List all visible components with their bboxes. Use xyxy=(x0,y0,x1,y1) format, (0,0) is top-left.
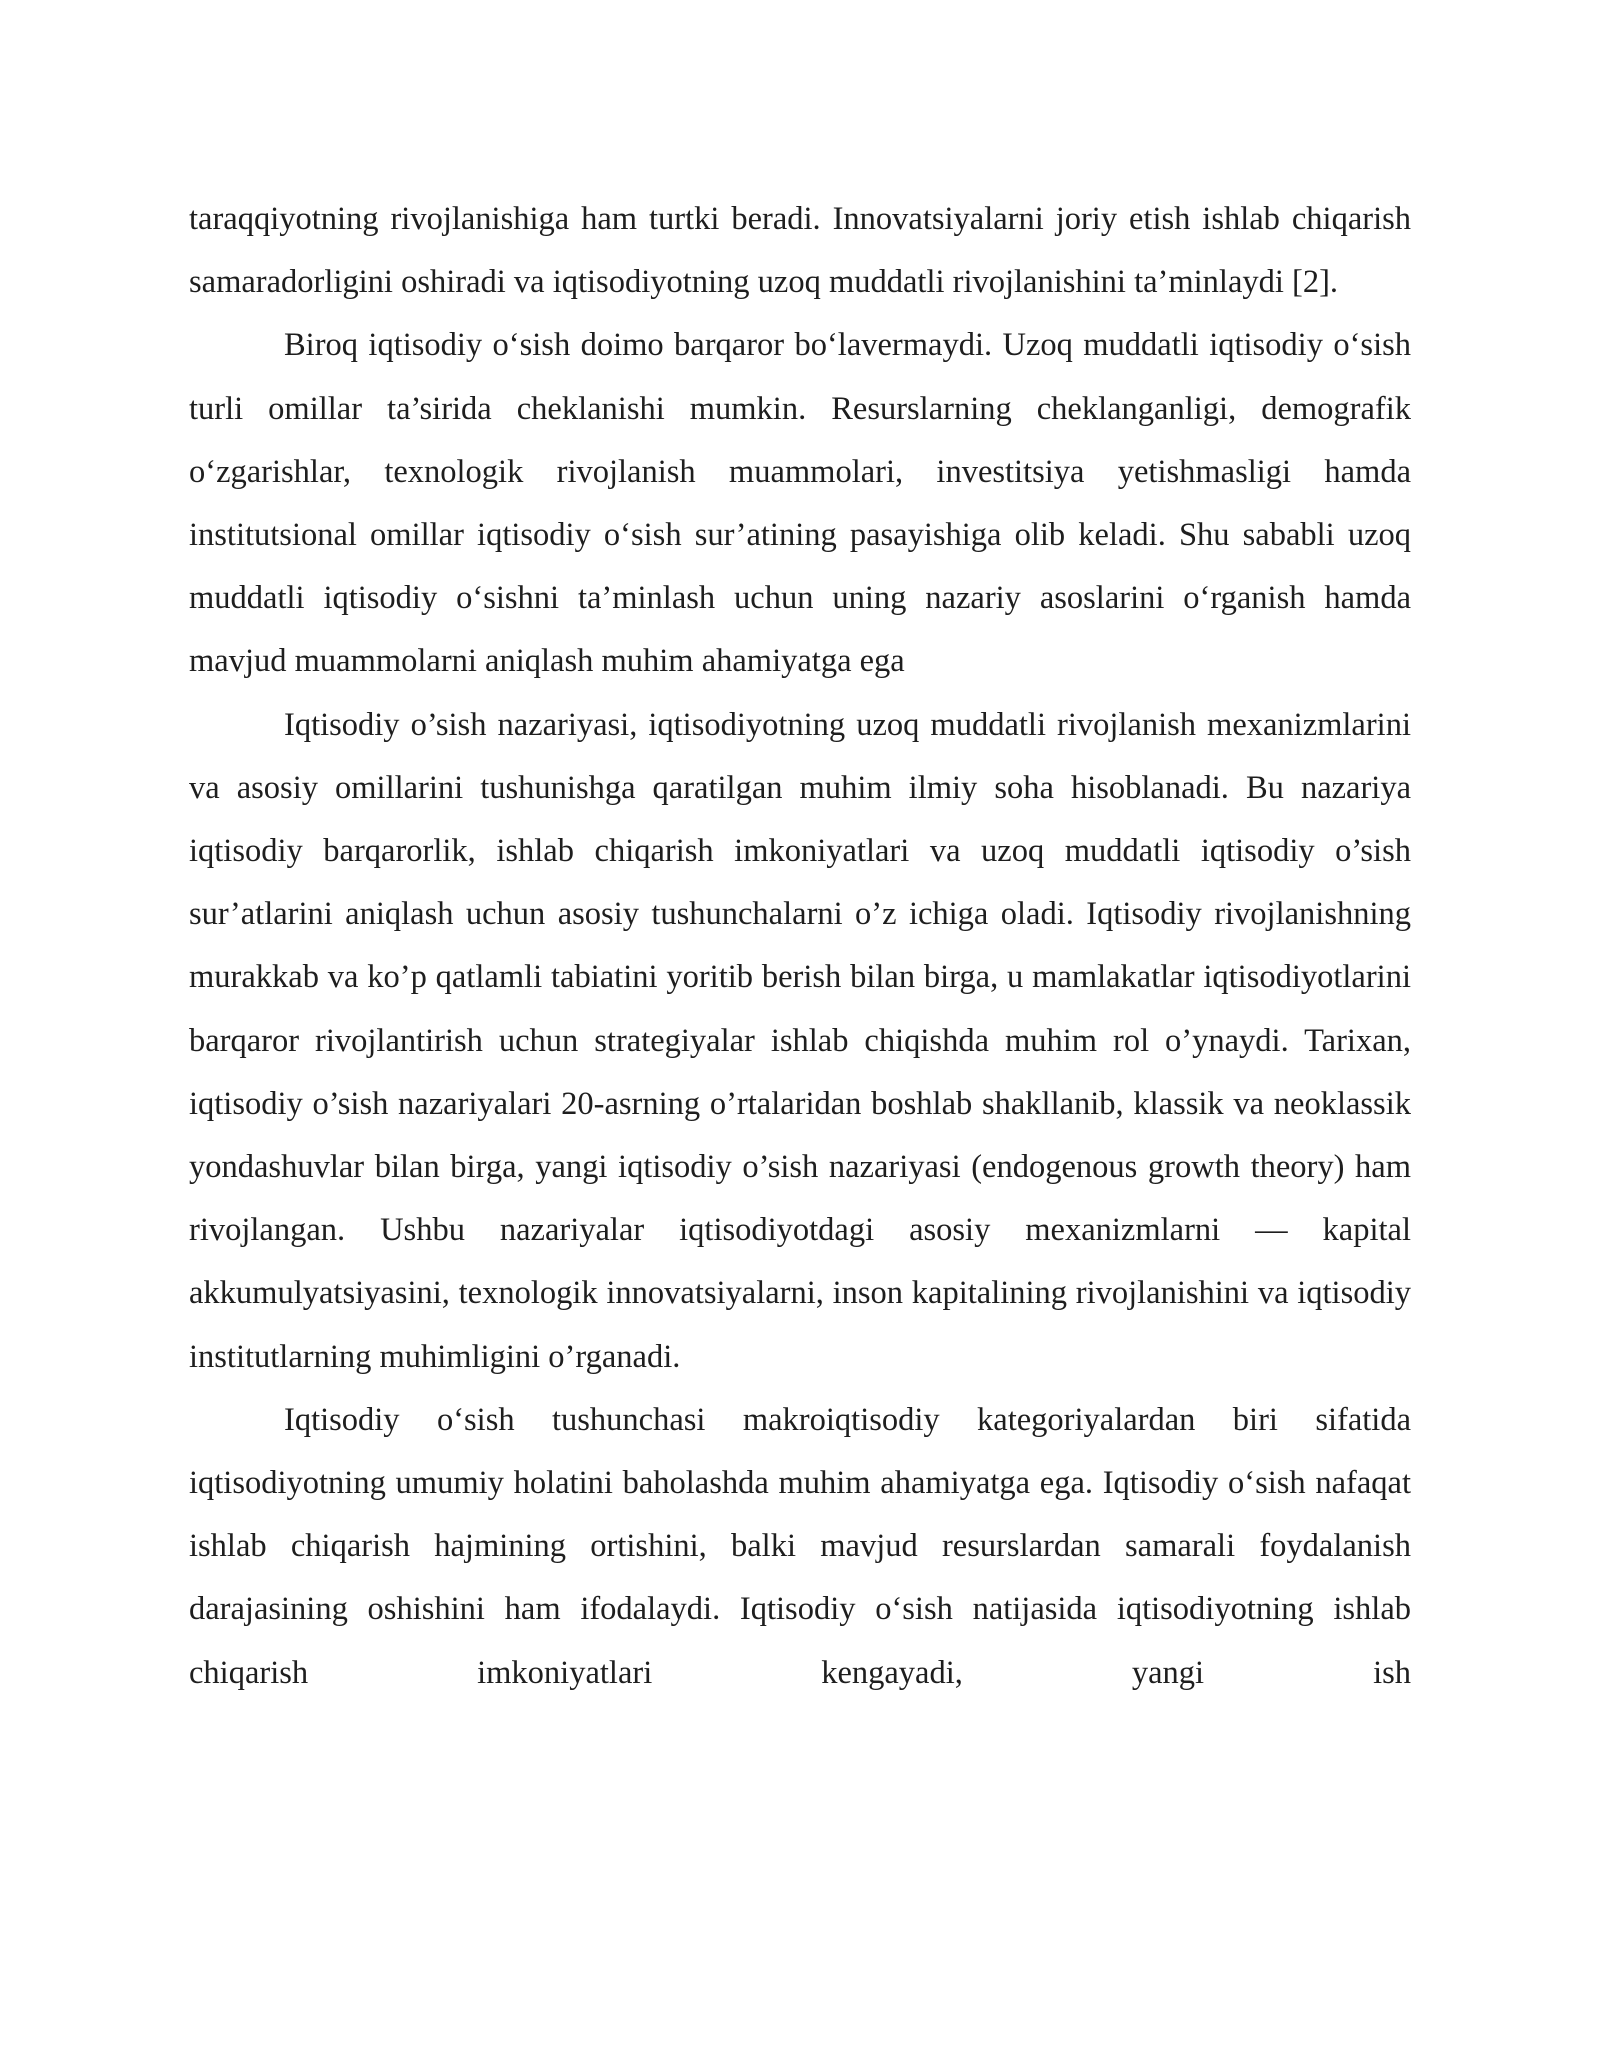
document-page xyxy=(189,188,1411,1705)
paragraph-2: Biroq iqtisodiy o‘sish doimo barqaror bo‘lavermaydi. Uzoq muddatli iqtisodiy o‘sish turli omillar ta’sirida cheklanishi mumkin. Resurslarning cheklanganligi, demografik o‘zgarishlar, texnologik rivojlanish muammolari, investitsiya yetishmasligi hamda institutsional omillar iqtisodiy o‘sish sur’atining pasayishiga olib keladi. Shu sababli uzoq muddatli iqtisodiy o‘sishni ta’minlash uchun uning nazariy asoslarini o‘rganish hamda mavjud muammolarni aniqlash muhim ahamiyatga ega xyxy=(189,327,1411,680)
paragraph-3: Iqtisodiy o’sish nazariyasi, iqtisodiyotning uzoq muddatli rivojlanish mexanizmlarini va asosiy omillarini tushunishga qaratilgan muhim ilmiy soha hisoblanadi. Bu nazariya iqtisodiy barqarorlik, ishlab chiqarish imkoniyatlari va uzoq muddatli iqtisodiy o’sish sur’atlarini aniqlash uchun asosiy tushunchalarni o’z ichiga oladi. Iqtisodiy rivojlanishning murakkab va ko’p qatlamli tabiatini yoritib berish bilan birga, u mamlakatlar iqtisodiyotlarini barqaror rivojlantirish uchun strategiyalar ishlab chiqishda muhim rol o’ynaydi. Tarixan, iqtisodiy o’sish nazariyalari 20-asrning o’rtalaridan boshlab shakllanib, klassik va neoklassik yondashuvlar bilan birga, yangi iqtisodiy o’sish nazariyasi (endogenous growth theory) ham rivojlangan. Ushbu nazariyalar iqtisodiyotdagi asosiy mexanizmlarni — kapital akkumulyatsiyasini, texnologik innovatsiyalarni, inson kapitalining rivojlanishini va iqtisodiy institutlarning muhimligini o’rganadi. xyxy=(189,706,1411,1375)
paragraph-1: taraqqiyotning rivojlanishiga ham turtki beradi. Innovatsiyalarni joriy etish ishlab chiqarish samaradorligini oshiradi va iqtisodiyotning uzoq muddatli rivojlanishini ta’minlaydi [2]. xyxy=(189,201,1411,301)
paragraph-4: Iqtisodiy o‘sish tushunchasi makroiqtisodiy kategoriyalardan biri sifatida iqtisodiyotning umumiy holatini baholashda muhim ahamiyatga ega. Iqtisodiy o‘sish nafaqat ishlab chiqarish hajmining ortishini, balki mavjud resurslardan samarali foydalanish darajasining oshishini ham ifodalaydi. Iqtisodiy o‘sish natijasida iqtisodiyotning ishlab chiqarish imkoniyatlari kengayadi, yangi ish xyxy=(189,1401,1411,1691)
